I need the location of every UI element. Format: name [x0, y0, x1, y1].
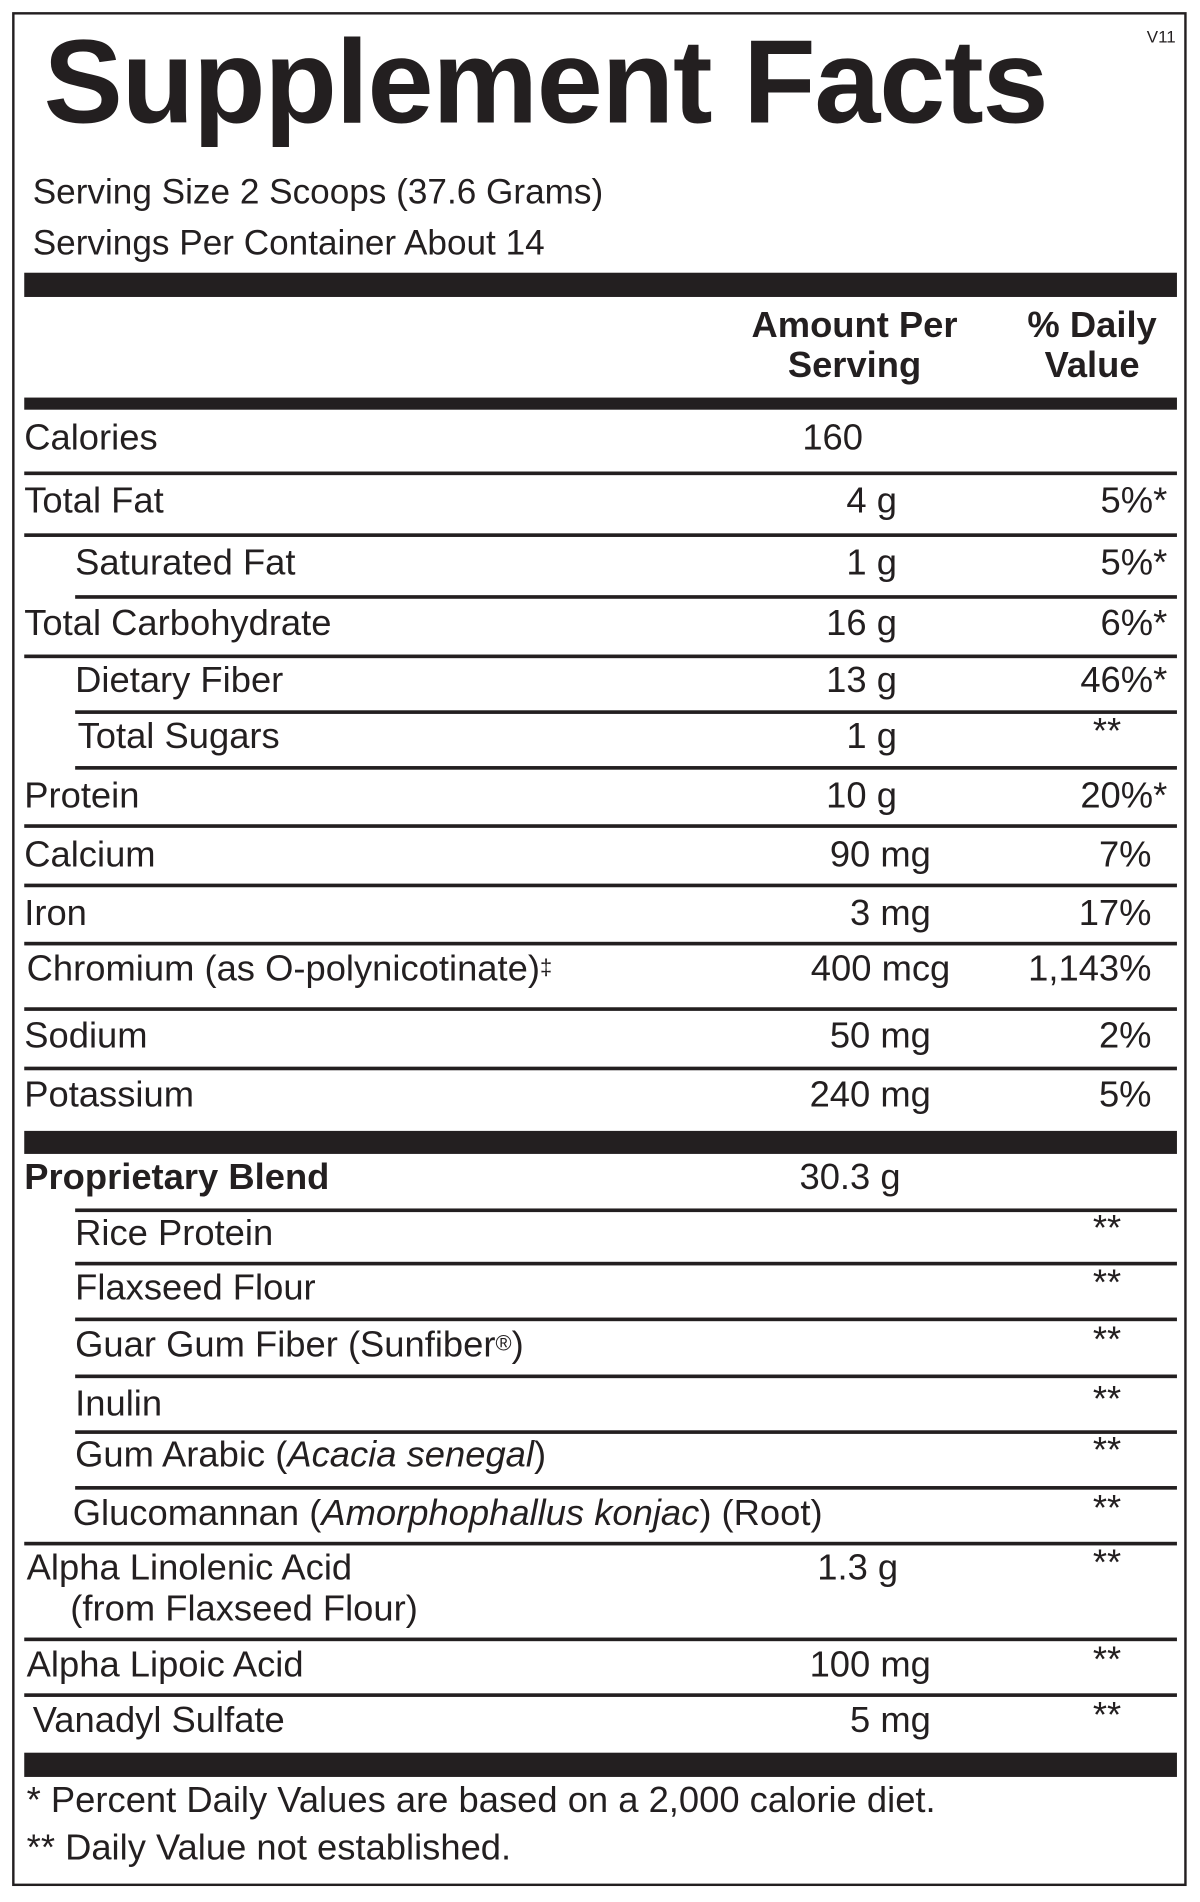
botanical-name: Amorphophallus konjac: [321, 1493, 700, 1534]
daily-value: **: [1092, 711, 1122, 752]
nutrient-name-text: Saturated Fat: [75, 543, 296, 584]
nutrient-name-tail: ): [533, 1435, 547, 1476]
nutrient-name: [78, 716, 280, 757]
row-divider: [75, 1486, 1177, 1490]
nutrient-name: [24, 604, 331, 645]
amount-per-serving: 1.3 g: [817, 1547, 899, 1588]
nutrient-name: [24, 835, 155, 876]
daily-value-header: [1013, 305, 1171, 385]
row-divider: [24, 884, 1177, 888]
header-line: Value: [1044, 345, 1140, 386]
row-divider: [75, 1208, 1177, 1212]
row-divider: [24, 1542, 1177, 1546]
superscript-mark: ‡: [539, 955, 553, 980]
amount-per-serving: 240 mg: [809, 1075, 931, 1116]
header-line: Amount Per: [751, 305, 958, 346]
amount-per-serving: 100 mg: [809, 1644, 931, 1685]
daily-value: **: [1092, 1430, 1122, 1471]
row-divider: [75, 710, 1177, 714]
daily-value: **: [1092, 1263, 1122, 1304]
nutrient-name: [24, 1075, 194, 1116]
row-divider: [24, 942, 1177, 946]
nutrient-name: [75, 1325, 524, 1366]
row-divider: [75, 1318, 1177, 1322]
daily-value: **: [1092, 1319, 1122, 1360]
row-divider: [24, 1693, 1177, 1697]
nutrient-name: [24, 893, 87, 934]
daily-value: 5%*: [1100, 543, 1168, 584]
nutrient-name-text: Protein: [24, 775, 140, 816]
nutrient-name: [75, 543, 295, 584]
amount-per-serving: 1 g: [846, 716, 897, 757]
daily-value: 5%*: [1100, 481, 1168, 522]
serving-size: Serving Size 2 Scoops (37.6 Grams): [32, 173, 604, 213]
daily-value: **: [1092, 1379, 1122, 1420]
nutrient-name-text: Guar Gum Fiber (Sunfiber: [75, 1324, 496, 1365]
amount-per-serving: 13 g: [826, 660, 897, 701]
amount-per-serving: 5 mg: [850, 1700, 931, 1741]
footnote: ** Daily Value not established.: [26, 1827, 512, 1868]
label-title: Supplement Facts: [43, 14, 1048, 148]
daily-value: 17%: [1078, 893, 1152, 934]
amount-per-serving: 16 g: [826, 603, 897, 644]
daily-value: **: [1092, 1695, 1122, 1736]
botanical-name: Acacia senegal: [287, 1435, 534, 1476]
row-divider: [75, 1430, 1177, 1434]
amount-per-serving: 3 mg: [850, 893, 931, 934]
daily-value: 5%: [1098, 1075, 1152, 1116]
nutrient-name-text: Total Sugars: [77, 716, 280, 757]
servings-per-container: Servings Per Container About 14: [32, 224, 545, 264]
nutrient-name-text: Vanadyl Sulfate: [32, 1700, 285, 1741]
daily-value: **: [1092, 1639, 1122, 1680]
header-line: % Daily: [1027, 305, 1157, 346]
nutrient-name-text: Total Fat: [24, 481, 164, 522]
footnote: * Percent Daily Values are based on a 2,000 calorie diet.: [26, 1780, 936, 1821]
amount-per-serving: 160: [802, 418, 864, 459]
amount-per-serving: 1 g: [846, 543, 897, 584]
amount-per-serving-header: [733, 305, 975, 385]
nutrient-name: [24, 1158, 329, 1199]
superscript-mark: ®: [495, 1330, 512, 1356]
nutrient-name: [27, 1548, 418, 1630]
amount-per-serving: 400 mcg: [810, 949, 951, 990]
nutrient-name: [75, 661, 283, 702]
daily-value: **: [1092, 1488, 1122, 1529]
thick-divider: [24, 398, 1177, 410]
nutrient-name: [75, 1384, 162, 1425]
nutrient-name: [73, 1493, 823, 1534]
nutrient-name-text: Chromium (as O-polynicotinate): [26, 949, 540, 990]
nutrient-name: [75, 1435, 546, 1476]
amount-per-serving: 10 g: [826, 775, 897, 816]
nutrient-name: [75, 1268, 316, 1309]
daily-value: 7%: [1098, 835, 1152, 876]
nutrient-name-tail: ) (Root): [699, 1493, 823, 1534]
nutrient-name-text: Flaxseed Flour: [75, 1267, 316, 1308]
row-divider: [75, 1375, 1177, 1379]
nutrient-name-text: Glucomannan (: [72, 1493, 322, 1534]
nutrient-name-text: Proprietary Blend: [24, 1157, 330, 1198]
nutrient-name-text: Sodium: [24, 1015, 148, 1056]
nutrient-name: [27, 1645, 304, 1686]
nutrient-name-tail: ): [511, 1324, 524, 1365]
daily-value: **: [1092, 1208, 1122, 1249]
row-divider: [24, 472, 1177, 476]
daily-value: 6%*: [1100, 603, 1168, 644]
daily-value: 46%*: [1080, 660, 1168, 701]
amount-per-serving: 4 g: [846, 481, 897, 522]
nutrient-name: [24, 776, 139, 817]
nutrient-name: [24, 418, 157, 459]
nutrient-name-text: Calcium: [24, 835, 156, 876]
nutrient-name: [27, 949, 552, 990]
thick-divider: [24, 1753, 1177, 1777]
nutrient-name-text: Iron: [24, 893, 87, 934]
amount-per-serving: 30.3 g: [799, 1157, 901, 1198]
daily-value: **: [1092, 1543, 1122, 1584]
row-divider: [24, 1638, 1177, 1642]
row-divider: [24, 655, 1177, 659]
row-divider: [24, 1007, 1177, 1011]
nutrient-name: [75, 1213, 273, 1254]
daily-value: 1,143%: [1028, 949, 1152, 990]
row-divider: [75, 766, 1177, 770]
row-divider: [75, 595, 1177, 599]
nutrient-name-text: Total Carbohydrate: [24, 603, 332, 644]
nutrient-name-text: Potassium: [24, 1075, 195, 1116]
daily-value: 2%: [1098, 1015, 1152, 1056]
nutrient-name-text: Alpha Linolenic Acid: [26, 1547, 353, 1588]
row-divider: [24, 824, 1177, 828]
thick-divider: [24, 273, 1177, 297]
nutrient-name-text: Gum Arabic (: [75, 1435, 288, 1476]
version-code: V11: [1146, 26, 1176, 47]
amount-per-serving: 90 mg: [829, 835, 931, 876]
daily-value: 20%*: [1080, 775, 1168, 816]
row-divider: [75, 1262, 1177, 1266]
row-divider: [24, 1067, 1177, 1071]
nutrient-name-text: Calories: [24, 418, 158, 459]
header-line: Serving: [787, 345, 922, 386]
nutrient-name: [33, 1701, 285, 1742]
nutrient-name-text: Alpha Lipoic Acid: [26, 1644, 304, 1685]
thick-divider: [24, 1131, 1177, 1154]
nutrient-name: [24, 1016, 147, 1057]
nutrient-name-text: Rice Protein: [75, 1213, 274, 1254]
row-divider: [24, 533, 1177, 537]
nutrient-name-text: Inulin: [75, 1384, 163, 1425]
nutrient-source: (from Flaxseed Flour): [70, 1589, 418, 1630]
nutrient-name-text: Dietary Fiber: [75, 660, 284, 701]
amount-per-serving: 50 mg: [829, 1015, 931, 1056]
nutrient-name: [24, 481, 163, 522]
